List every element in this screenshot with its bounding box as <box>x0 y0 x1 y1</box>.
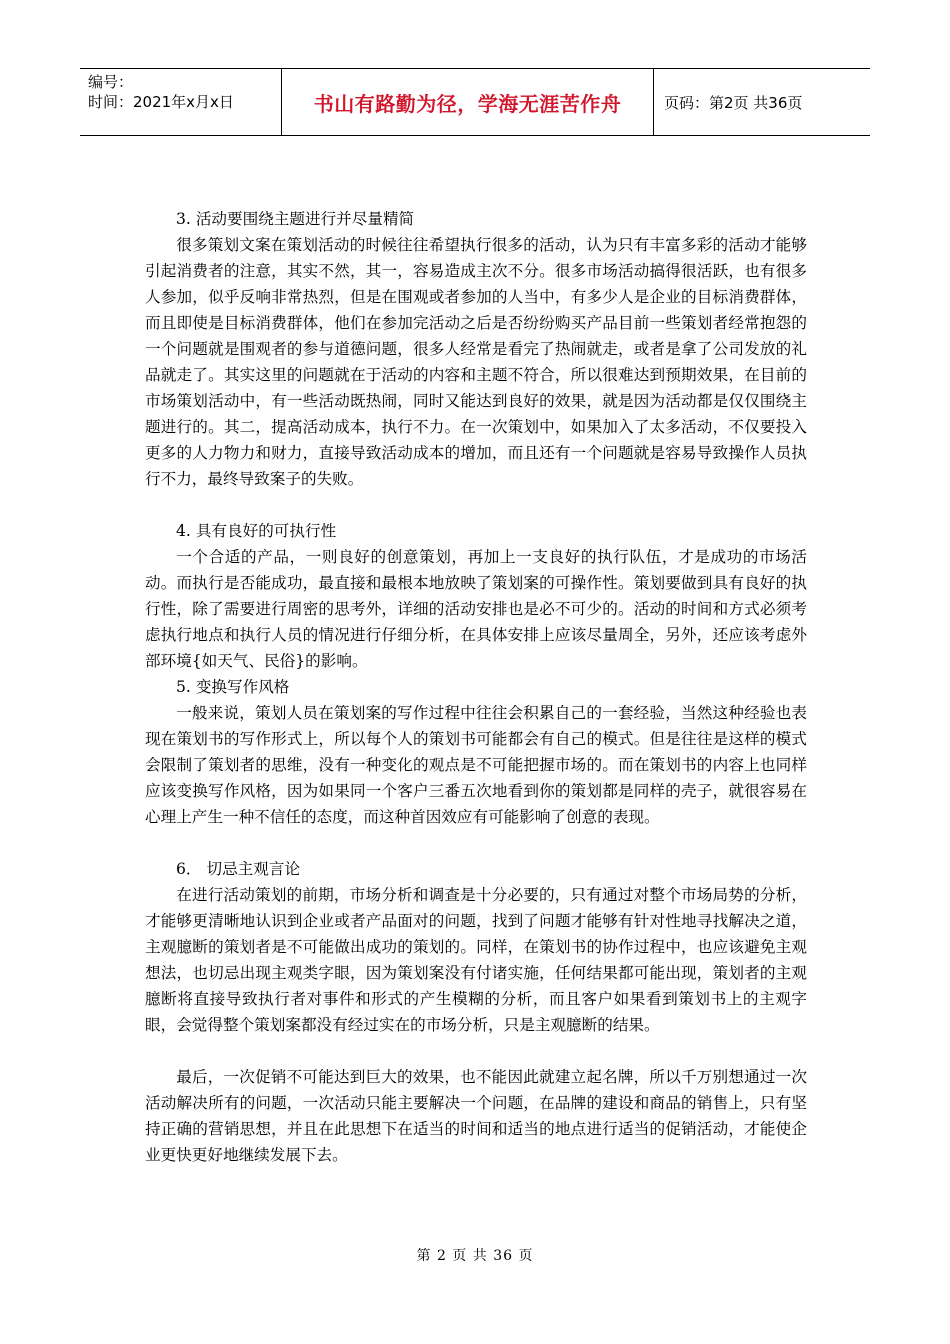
motto: 书山有路勤为径，学海无涯苦作舟 <box>313 91 622 116</box>
page-footer: 第 2 页 共 36 页 <box>416 1248 534 1264</box>
section-heading: 4. 具有良好的可执行性 <box>176 522 337 540</box>
section-heading: 6． 切忌主观言论 <box>176 860 301 878</box>
section-heading: 3. 活动要围绕主题进行并尽量精简 <box>176 210 415 228</box>
page-header <box>80 68 870 136</box>
time-label: 时间：2021年x月x日 <box>88 93 234 111</box>
paragraph: 在进行活动策划的前期，市场分析和调查是十分必要的，只有通过对整个市场局势的分析，才能够更清晰地认识到企业或者产品面对的问题，找到了问题才能够有针对性地寻找解决之道，主观臆断的策划者是不可能做出成功的策划的。同样，在策划书的协作过程中，也应该避免主观想法，也切忌出现主观类字眼，因为策划案没有付诸实施，任何结果都可能出现，策划者的主观臆断将直接导致执行者对事件和形式的产生模糊的分析，而且客户如果看到策划书上的主观字眼，会觉得整个策划案都没有经过实在的市场分析，只是主观臆断的结果。 <box>145 886 807 1034</box>
paragraph: 很多策划文案在策划活动的时候往往希望执行很多的活动，认为只有丰富多彩的活动才能够引起消费者的注意，其实不然，其一，容易造成主次不分。很多市场活动搞得很活跃，也有很多人参加，似乎反响非常热烈，但是在围观或者参加的人当中，有多少人是企业的目标消费群体，而且即使是目标消费群体，他们在参加完活动之后是否纷纷购买产品目前一些策划者经常抱怨的一个问题就是围观者的参与道德问题，很多人经常是看完了热闹就走，或者是拿了公司发放的礼品就走了。其实这里的问题就在于活动的内容和主题不符合，所以很难达到预期效果，在目前的市场策划活动中，有一些活动既热闹，同时又能达到良好的效果，就是因为活动都是仅仅围绕主题进行的。其二，提高活动成本，执行不力。在一次策划中，如果加入了太多活动，不仅要投入更多的人力物力和财力，直接导致活动成本的增加，而且还有一个问题就是容易导致操作人员执行不力，最终导致案子的失败。 <box>145 236 807 488</box>
conclusion-paragraph: 最后，一次促销不可能达到巨大的效果，也不能因此就建立起名牌，所以千万别想通过一次活动解决所有的问题，一次活动只能主要解决一个问题，在品牌的建设和商品的销售上，只有坚持正确的营销思想，并且在此思想下在适当的时间和适当的地点进行适当的促销活动，才能使企业更快更好地继续发展下去。 <box>145 1068 807 1164</box>
header-meta <box>80 69 282 135</box>
paragraph: 一般来说，策划人员在策划案的写作过程中往往会积累自己的一套经验，当然这种经验也表现在策划书的写作形式上，所以每个人的策划书可能都会有自己的模式。但是往往是这样的模式会限制了策划者的思维，没有一种变化的观点是不可能把握市场的。而在策划书的内容上也同样应该变换写作风格，因为如果同一个客户三番五次地看到你的策划都是同样的壳子，就很容易在心理上产生一种不信任的态度，而这种首因效应有可能影响了创意的表现。 <box>145 704 807 826</box>
document-body <box>145 206 807 1168</box>
number-label: 编号： <box>88 73 134 91</box>
paragraph: 一个合适的产品，一则良好的创意策划，再加上一支良好的执行队伍，才是成功的市场活动。而执行是否能成功，最直接和最根本地放映了策划案的可操作性。策划要做到具有良好的执行性，除了需要进行周密的思考外，详细的活动安排也是必不可少的。活动的时间和方式必须考虑执行地点和执行人员的情况进行仔细分析，在具体安排上应该尽量周全，另外，还应该考虑外部环境{如天气、民俗}的影响。 <box>145 548 807 670</box>
header-motto-cell <box>282 69 654 135</box>
page-info: 页码：第2页 共36页 <box>664 93 803 112</box>
section-heading: 5. 变换写作风格 <box>176 678 290 696</box>
header-page-info <box>654 69 870 135</box>
